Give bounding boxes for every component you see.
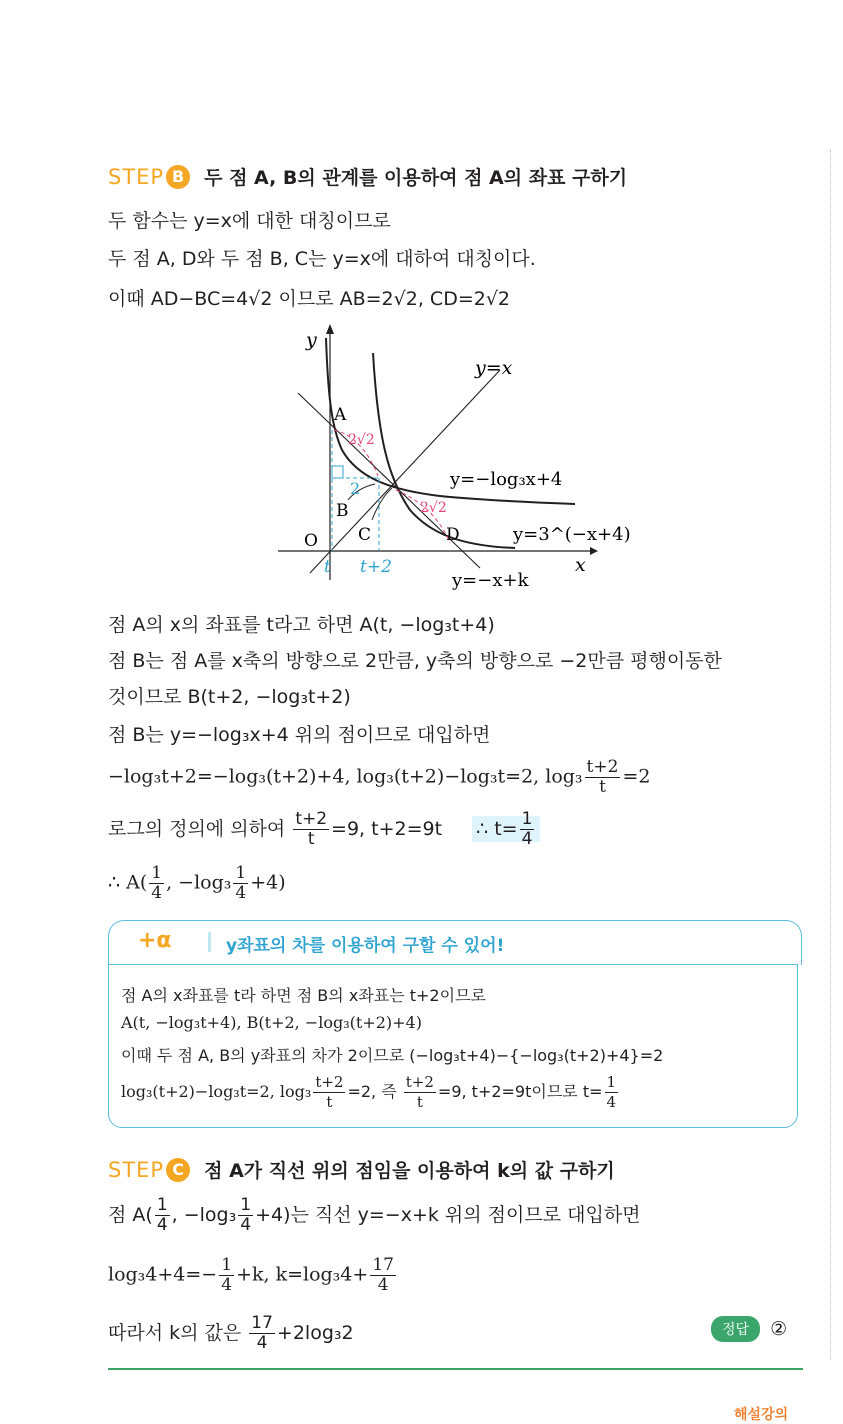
- label-line-k: y=−x+k: [452, 570, 529, 591]
- stepc-line-2-b: +k, k=log₃4+: [236, 1263, 369, 1286]
- stepc-line-3-a: 따라서 k의 값은: [108, 1322, 242, 1344]
- frac-l7b-num: 1: [235, 863, 247, 883]
- after-line-5: [108, 758, 650, 797]
- label-y-eq-x: y=x: [475, 357, 513, 379]
- stepb-line-1: 두 함수는 y=x에 대한 대칭이므로: [108, 210, 391, 232]
- x-axis-arrow: [590, 547, 598, 555]
- frac-l7: [149, 864, 164, 903]
- tip-line-4: [121, 1073, 620, 1112]
- frac-c3-den: 4: [256, 1333, 268, 1353]
- point-b-label: B: [336, 501, 349, 521]
- after-line-1: 점 A의 x의 좌표를 t라고 하면 A(t, −log₃t+4): [108, 614, 495, 636]
- frac-tip-3-num: 1: [606, 1073, 617, 1091]
- answer-value: ②: [770, 1318, 788, 1340]
- tip-title: y좌표의 차를 이용하여 구할 수 있어!: [226, 936, 505, 956]
- plus-alpha-icon: +α: [138, 928, 172, 953]
- frac-l7-den: 4: [151, 883, 163, 903]
- step-b-header: [108, 163, 627, 190]
- label-exp-curve: y=3^(−x+4): [513, 524, 631, 545]
- seg-ab-label: 2√2: [348, 432, 375, 448]
- frac-l5-num: t+2: [586, 757, 619, 777]
- step-c-title: 점 A가 직선 위의 점임을 이용하여 k의 값 구하기: [204, 1160, 615, 1182]
- frac-tip-1-num: t+2: [315, 1073, 344, 1091]
- after-line-7-c: +4): [250, 871, 286, 894]
- label-log-curve: y=−log₃x+4: [450, 469, 563, 490]
- x-axis-label: x: [575, 554, 586, 576]
- answer: [711, 1316, 787, 1342]
- stepc-line-3-b: +2log₃2: [276, 1322, 354, 1344]
- pink-arc-cd: [396, 490, 450, 543]
- stepc-line-2: [108, 1256, 398, 1295]
- tip-line-4-c: =9, t+2=9t이므로 t=: [437, 1082, 603, 1101]
- after-line-6-b: =9, t+2=9t: [331, 818, 443, 840]
- frac-c2b: [370, 1256, 396, 1295]
- after-line-2: 점 B는 점 A를 x축의 방향으로 2만큼, y축의 방향으로 −2만큼 평행이동한: [108, 650, 722, 672]
- tip-body: [108, 964, 798, 1128]
- after-line-6: [108, 810, 540, 849]
- step-c-word: STEP: [108, 1157, 165, 1182]
- tip-divider: [208, 932, 211, 952]
- step-b-word: STEP: [108, 164, 165, 189]
- frac-l5: [585, 758, 621, 797]
- tip-line-3: 이때 두 점 A, B의 y좌표의 차가 2이므로 (−log₃t+4)−{−log₃(t+2)+4}=2: [121, 1046, 664, 1065]
- frac-tip-3-den: 4: [606, 1093, 617, 1111]
- point-d-label: D: [446, 525, 460, 545]
- y-axis-label: y: [306, 329, 317, 351]
- frac-tip-1: [313, 1073, 345, 1112]
- step-c-letter: C: [166, 1158, 190, 1182]
- after-line-3: 것이므로 B(t+2, −log₃t+2): [108, 686, 351, 708]
- frac-l6c: [520, 810, 535, 849]
- tip-line-1: 점 A의 x좌표를 t라 하면 점 B의 x좌표는 t+2이므로: [121, 986, 486, 1005]
- highlight-result: [472, 809, 540, 849]
- frac-c1-den: 4: [156, 1215, 168, 1235]
- stepc-line-1-a: 점 A(: [108, 1204, 153, 1226]
- frac-c2b-num: 17: [372, 1255, 394, 1275]
- frac-c3: [249, 1314, 275, 1353]
- seg-cd-label: 2√2: [420, 500, 447, 516]
- frac-l7b: [233, 864, 248, 903]
- frac-l5-den: t: [599, 777, 606, 797]
- after-line-7-a: ∴ A(: [108, 871, 148, 894]
- tip-line-4-a: log₃(t+2)−log₃t=2, log₃: [121, 1082, 312, 1101]
- frac-l6: [293, 810, 329, 849]
- frac-l6-den: t: [307, 829, 315, 849]
- t-label: t: [324, 557, 331, 577]
- frac-c2: [219, 1256, 234, 1295]
- frac-tip-3: [605, 1073, 619, 1112]
- two-label: 2: [350, 479, 361, 498]
- bottom-rule: [108, 1368, 803, 1370]
- answer-badge: 정답: [711, 1316, 760, 1342]
- frac-c2b-den: 4: [377, 1275, 389, 1295]
- frac-c1-num: 1: [156, 1195, 168, 1215]
- frac-l6c-den: 4: [521, 829, 533, 849]
- stepc-line-1: [108, 1196, 641, 1235]
- frac-tip-2-den: t: [416, 1093, 423, 1111]
- frac-tip-2: [404, 1073, 436, 1112]
- frac-l6-num: t+2: [295, 809, 328, 829]
- frac-c1b: [238, 1196, 253, 1235]
- frac-c1b-den: 4: [240, 1215, 252, 1235]
- step-c-header: [108, 1156, 615, 1183]
- stepc-line-1-b: , −log₃: [171, 1204, 237, 1226]
- frac-l7-num: 1: [151, 863, 163, 883]
- y-axis-arrow: [326, 324, 334, 334]
- frac-c2-num: 1: [221, 1255, 233, 1275]
- frac-c2-den: 4: [221, 1275, 233, 1295]
- after-line-7: [108, 864, 286, 903]
- graph-figure: [270, 318, 631, 593]
- footer-label: 해설강의: [734, 1407, 789, 1423]
- frac-l6c-num: 1: [521, 809, 533, 829]
- stepb-line-2: 두 점 A, D와 두 점 B, C는 y=x에 대하여 대칭이다.: [108, 248, 536, 270]
- frac-c1: [155, 1196, 170, 1235]
- exp-curve: [373, 353, 515, 548]
- step-b-letter: B: [166, 165, 190, 189]
- stepc-line-1-c: +4)는 직선 y=−x+k 위의 점이므로 대입하면: [255, 1204, 641, 1226]
- after-line-7-b: , −log₃: [166, 871, 232, 894]
- frac-l7b-den: 4: [235, 883, 247, 903]
- after-line-5-text: −log₃t+2=−log₃(t+2)+4, log₃(t+2)−log₃t=2, log₃: [108, 765, 583, 788]
- after-line-5-tail: =2: [622, 765, 651, 788]
- after-line-6-a: 로그의 정의에 의하여: [108, 818, 286, 840]
- frac-tip-1-den: t: [326, 1093, 333, 1111]
- stepc-line-3: [108, 1314, 354, 1353]
- tip-line-2: A(t, −log₃t+4), B(t+2, −log₃(t+2)+4): [121, 1013, 422, 1032]
- tip-box: [108, 920, 800, 1128]
- point-c-label: C: [358, 525, 372, 545]
- stepc-line-2-a: log₃4+4=−: [108, 1263, 218, 1286]
- after-line-6-c: ∴ t=: [476, 818, 518, 840]
- stepb-line-3: 이때 AD−BC=4√2 이므로 AB=2√2, CD=2√2: [108, 288, 511, 310]
- frac-c1b-num: 1: [240, 1195, 252, 1215]
- frac-tip-2-num: t+2: [405, 1073, 434, 1091]
- t-plus-2-label: t+2: [360, 557, 392, 577]
- origin-label: O: [304, 531, 318, 551]
- point-a-label: A: [334, 405, 347, 425]
- margin-dotted-line: [830, 150, 831, 1360]
- right-angle-mark: [332, 466, 343, 478]
- frac-c3-num: 17: [251, 1313, 273, 1333]
- tip-line-4-b: =2, 즉: [347, 1082, 397, 1101]
- after-line-4: 점 B는 y=−log₃x+4 위의 점이므로 대입하면: [108, 724, 491, 746]
- step-b-title: 두 점 A, B의 관계를 이용하여 점 A의 좌표 구하기: [204, 167, 628, 189]
